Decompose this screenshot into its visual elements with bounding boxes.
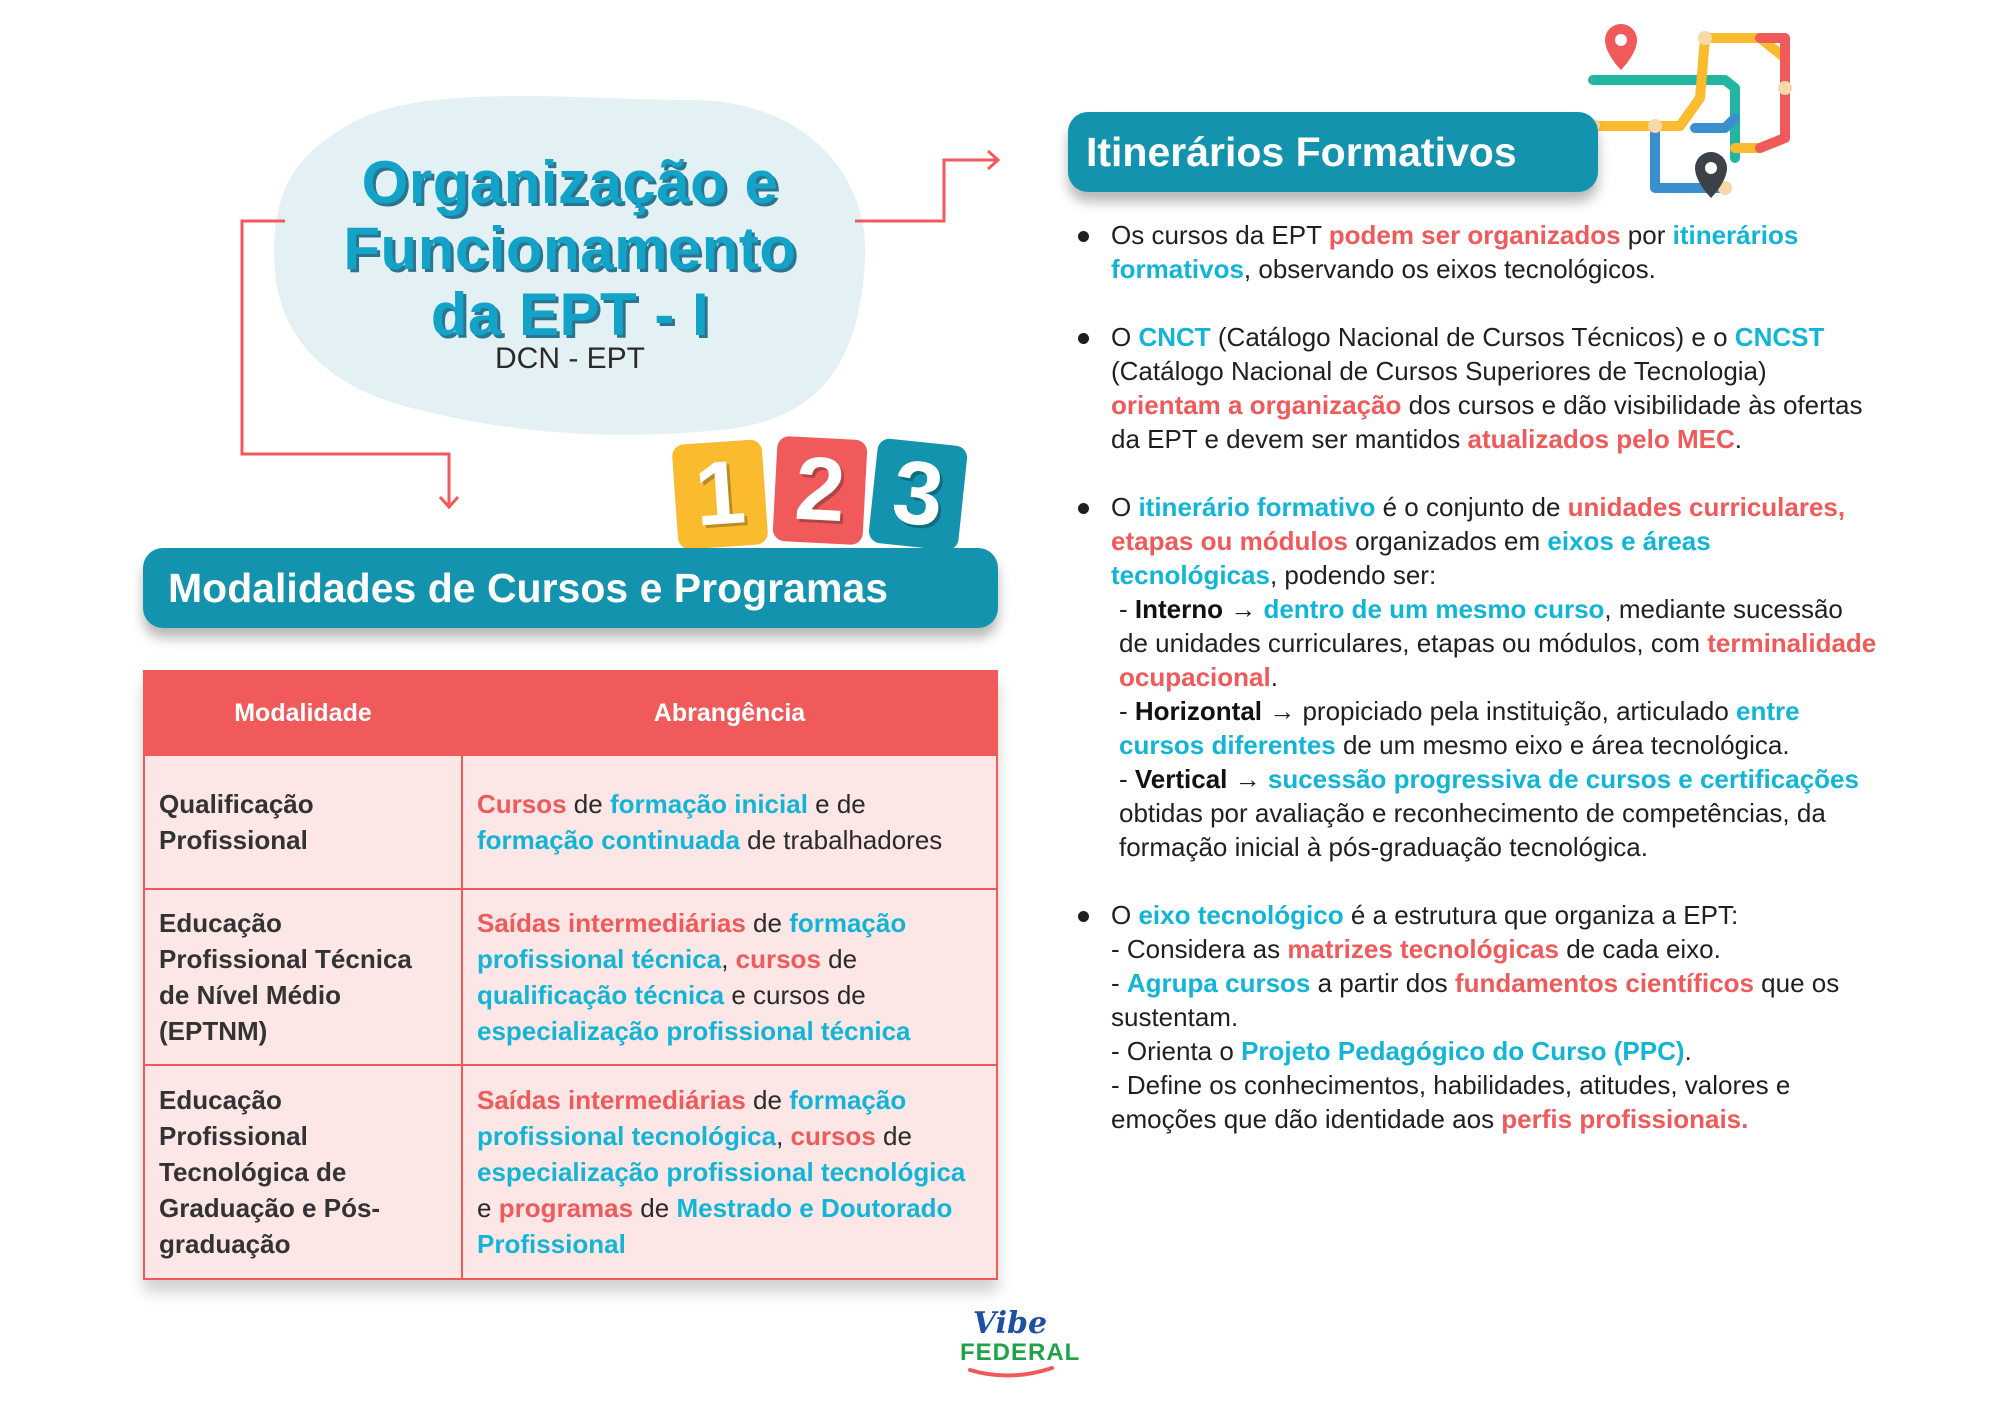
modalidade-line: Profissional [159,1121,308,1151]
text-segment: por [1620,220,1673,250]
text-segment: - [1119,594,1135,624]
text-segment: → [1227,764,1268,794]
text-segment: → propiciado pela instituição, articulado [1262,696,1737,726]
number-tile-3: 3 [868,438,968,552]
text-segment: , podendo ser: [1269,560,1437,590]
highlight-text: Horizontal [1134,696,1262,726]
highlight-text: perfis profissionais. [1501,1104,1749,1134]
logo-swoosh-icon [960,1366,1060,1380]
itinerarios-banner: Itinerários Formativos [1068,112,1598,192]
modalidade-line: Profissional [159,825,308,855]
text-segment: . [1684,1036,1692,1066]
highlight-text: especialização profissional técnica [477,1016,911,1046]
highlight-text: itinerário formativo [1138,492,1376,522]
text-segment: - Define os conhecimentos, habilidades, atitudes, valores e emoções que dão identidade aos [1111,1070,1791,1134]
highlight-text: formação continuada [477,825,740,855]
modalidade-cell [144,1065,462,1279]
text-segment: de [566,789,610,819]
highlight-text: Mestrado e Doutorado Profissional [477,1193,953,1259]
highlight-text: terminalidade ocupacional [1119,628,1877,692]
text-segment: Os cursos da EPT [1111,220,1329,250]
text-segment: , mediante sucessão de unidades curriculares, etapas ou módulos, com [1119,594,1843,658]
highlight-text: Saídas intermediárias [477,908,746,938]
text-segment: dos cursos e dão visibilidade às ofertas da EPT e devem ser mantidos [1111,390,1863,454]
highlight-text: formação inicial [609,789,808,819]
text-segment: e de [807,789,866,819]
page-subtitle: DCN - EPT [495,342,645,375]
highlight-text: Agrupa cursos [1126,968,1311,998]
text-segment: de um mesmo eixo e área tecnológica. [1335,730,1790,760]
text-segment: é a estrutura que organiza a EPT: [1343,900,1739,930]
modalidade-line: graduação [159,1229,291,1259]
bullet-dot-icon [1078,911,1089,922]
title-line-2: Funcionamento [343,215,797,282]
text-segment: de [745,908,790,938]
modalidade-line: (EPTNM) [159,1016,268,1046]
text-segment: e [477,1193,499,1223]
highlight-text: orientam a organização [1111,390,1402,420]
highlight-text: formação profissional tecnológica [477,1085,907,1151]
highlight-text: formação profissional técnica [477,908,907,974]
highlight-text: sucessão progressiva de cursos e certificações [1267,764,1859,794]
highlight-text: cursos [790,1121,876,1151]
table-header-row [144,671,997,755]
title-line-1: Organização e [361,149,779,216]
highlight-text: atualizados pelo MEC [1467,424,1735,454]
text-segment: organizados em [1347,526,1548,556]
text-segment: O [1111,492,1139,522]
bullet-item [1078,320,1878,456]
text-segment: , [721,944,736,974]
text-segment: de trabalhadores [739,825,943,855]
logo-line-1: Vibe [972,1306,1048,1341]
bullet-text [1111,898,1878,932]
bullet-item [1078,218,1878,286]
bullet-dot-icon [1078,231,1089,242]
sub-item-horizontal [1111,694,1878,762]
sub-item [1111,1034,1878,1068]
modalidade-line: Tecnológica de [159,1157,347,1187]
text-segment: de [745,1085,790,1115]
modalidade-line: Graduação e Pós- [159,1193,381,1223]
text-segment: - Orienta o [1111,1036,1242,1066]
modalidade-line: Educação [159,1085,282,1115]
sub-item [1111,932,1878,966]
text-segment: . [1270,662,1278,692]
modalidade-line: Educação [159,908,282,938]
number-tile-1: 1 [671,439,768,550]
bullet-item [1078,490,1878,864]
highlight-text: podem ser organizados [1328,220,1621,250]
text-segment: de cada eixo. [1558,934,1721,964]
sub-item [1111,966,1878,1034]
highlight-text: Projeto Pedagógico do Curso (PPC) [1241,1036,1685,1066]
abrangencia-cell [462,889,997,1065]
table-row [144,755,997,889]
itinerary-map-icon [1585,18,1805,203]
highlight-text: Vertical [1134,764,1228,794]
number-tile-2: 2 [772,436,867,546]
text-segment: O [1111,322,1139,352]
text-segment: de [820,944,858,974]
highlight-text: matrizes tecnológicas [1287,934,1559,964]
highlight-text: cursos [735,944,821,974]
highlight-text: qualificação técnica [477,980,725,1010]
highlight-text: fundamentos científicos [1454,968,1754,998]
text-segment: - [1119,696,1135,726]
bullet-item [1078,898,1878,1136]
text-segment: é o conjunto de [1375,492,1568,522]
modalidades-table [143,670,998,1280]
highlight-text: itinerários formativos [1111,220,1799,284]
highlight-text: Saídas intermediárias [477,1085,746,1115]
text-segment: O [1111,900,1139,930]
table-row [144,889,997,1065]
text-segment: e cursos de [724,980,866,1010]
text-segment: - [1119,764,1135,794]
modalidade-cell [144,889,462,1065]
title-line-3: da EPT - I [430,281,710,348]
sub-item-vertical [1111,762,1878,864]
text-segment: , [776,1121,791,1151]
highlight-text: especialização profissional tecnológica [477,1157,966,1187]
text-segment: obtidas por avaliação e reconhecimento de competências, da formação inicial à pós-graduação tecnológica. [1119,798,1826,862]
text-segment: de [633,1193,677,1223]
text-segment: - Considera as [1111,934,1288,964]
bullet-dot-icon [1078,333,1089,344]
text-segment: de [875,1121,912,1151]
highlight-text: Cursos [477,789,567,819]
highlight-text: eixos e áreas tecnológicas [1111,526,1711,590]
itinerarios-content [1078,218,1878,1170]
highlight-text: Interno [1134,594,1223,624]
highlight-text: unidades curriculares, etapas ou módulos [1111,492,1846,556]
header-modalidade: Modalidade [144,671,462,755]
modalidade-line: Qualificação [159,789,314,819]
text-segment: (Catálogo Nacional de Cursos Técnicos) e o [1210,322,1735,352]
table-row [144,1065,997,1279]
text-segment: a partir dos [1310,968,1455,998]
abrangencia-cell [462,1065,997,1279]
bullet-dot-icon [1078,503,1089,514]
modalidade-cell [144,755,462,889]
sub-item [1111,1068,1878,1136]
text-segment: que os sustentam. [1111,968,1840,1032]
text-segment: - [1111,968,1127,998]
highlight-text: entre cursos diferentes [1119,696,1800,760]
highlight-text: programas [498,1193,634,1223]
sub-item-interno [1111,592,1878,694]
highlight-text: dentro de um mesmo curso [1263,594,1605,624]
abrangencia-cell [462,755,997,889]
logo-line-2: FEDERAL [960,1339,1081,1366]
highlight-text: CNCST [1734,322,1825,352]
highlight-text: CNCT [1138,322,1211,352]
bullet-text [1111,320,1878,456]
header-abrangencia: Abrangência [462,671,997,755]
vibe-federal-logo [960,1306,1081,1388]
bullet-text [1111,218,1878,286]
highlight-text: eixo tecnológico [1138,900,1344,930]
text-segment: (Catálogo Nacional de Cursos Superiores de Tecnologia) [1111,356,1767,386]
modalidade-line: Profissional Técnica [159,944,412,974]
text-segment: → [1223,594,1264,624]
modalidades-banner: Modalidades de Cursos e Programas [143,548,998,628]
text-segment: , observando os eixos tecnológicos. [1243,254,1656,284]
text-segment: . [1734,424,1742,454]
modalidade-line: de Nível Médio [159,980,342,1010]
bullet-text [1111,490,1878,592]
page-title [290,150,850,348]
